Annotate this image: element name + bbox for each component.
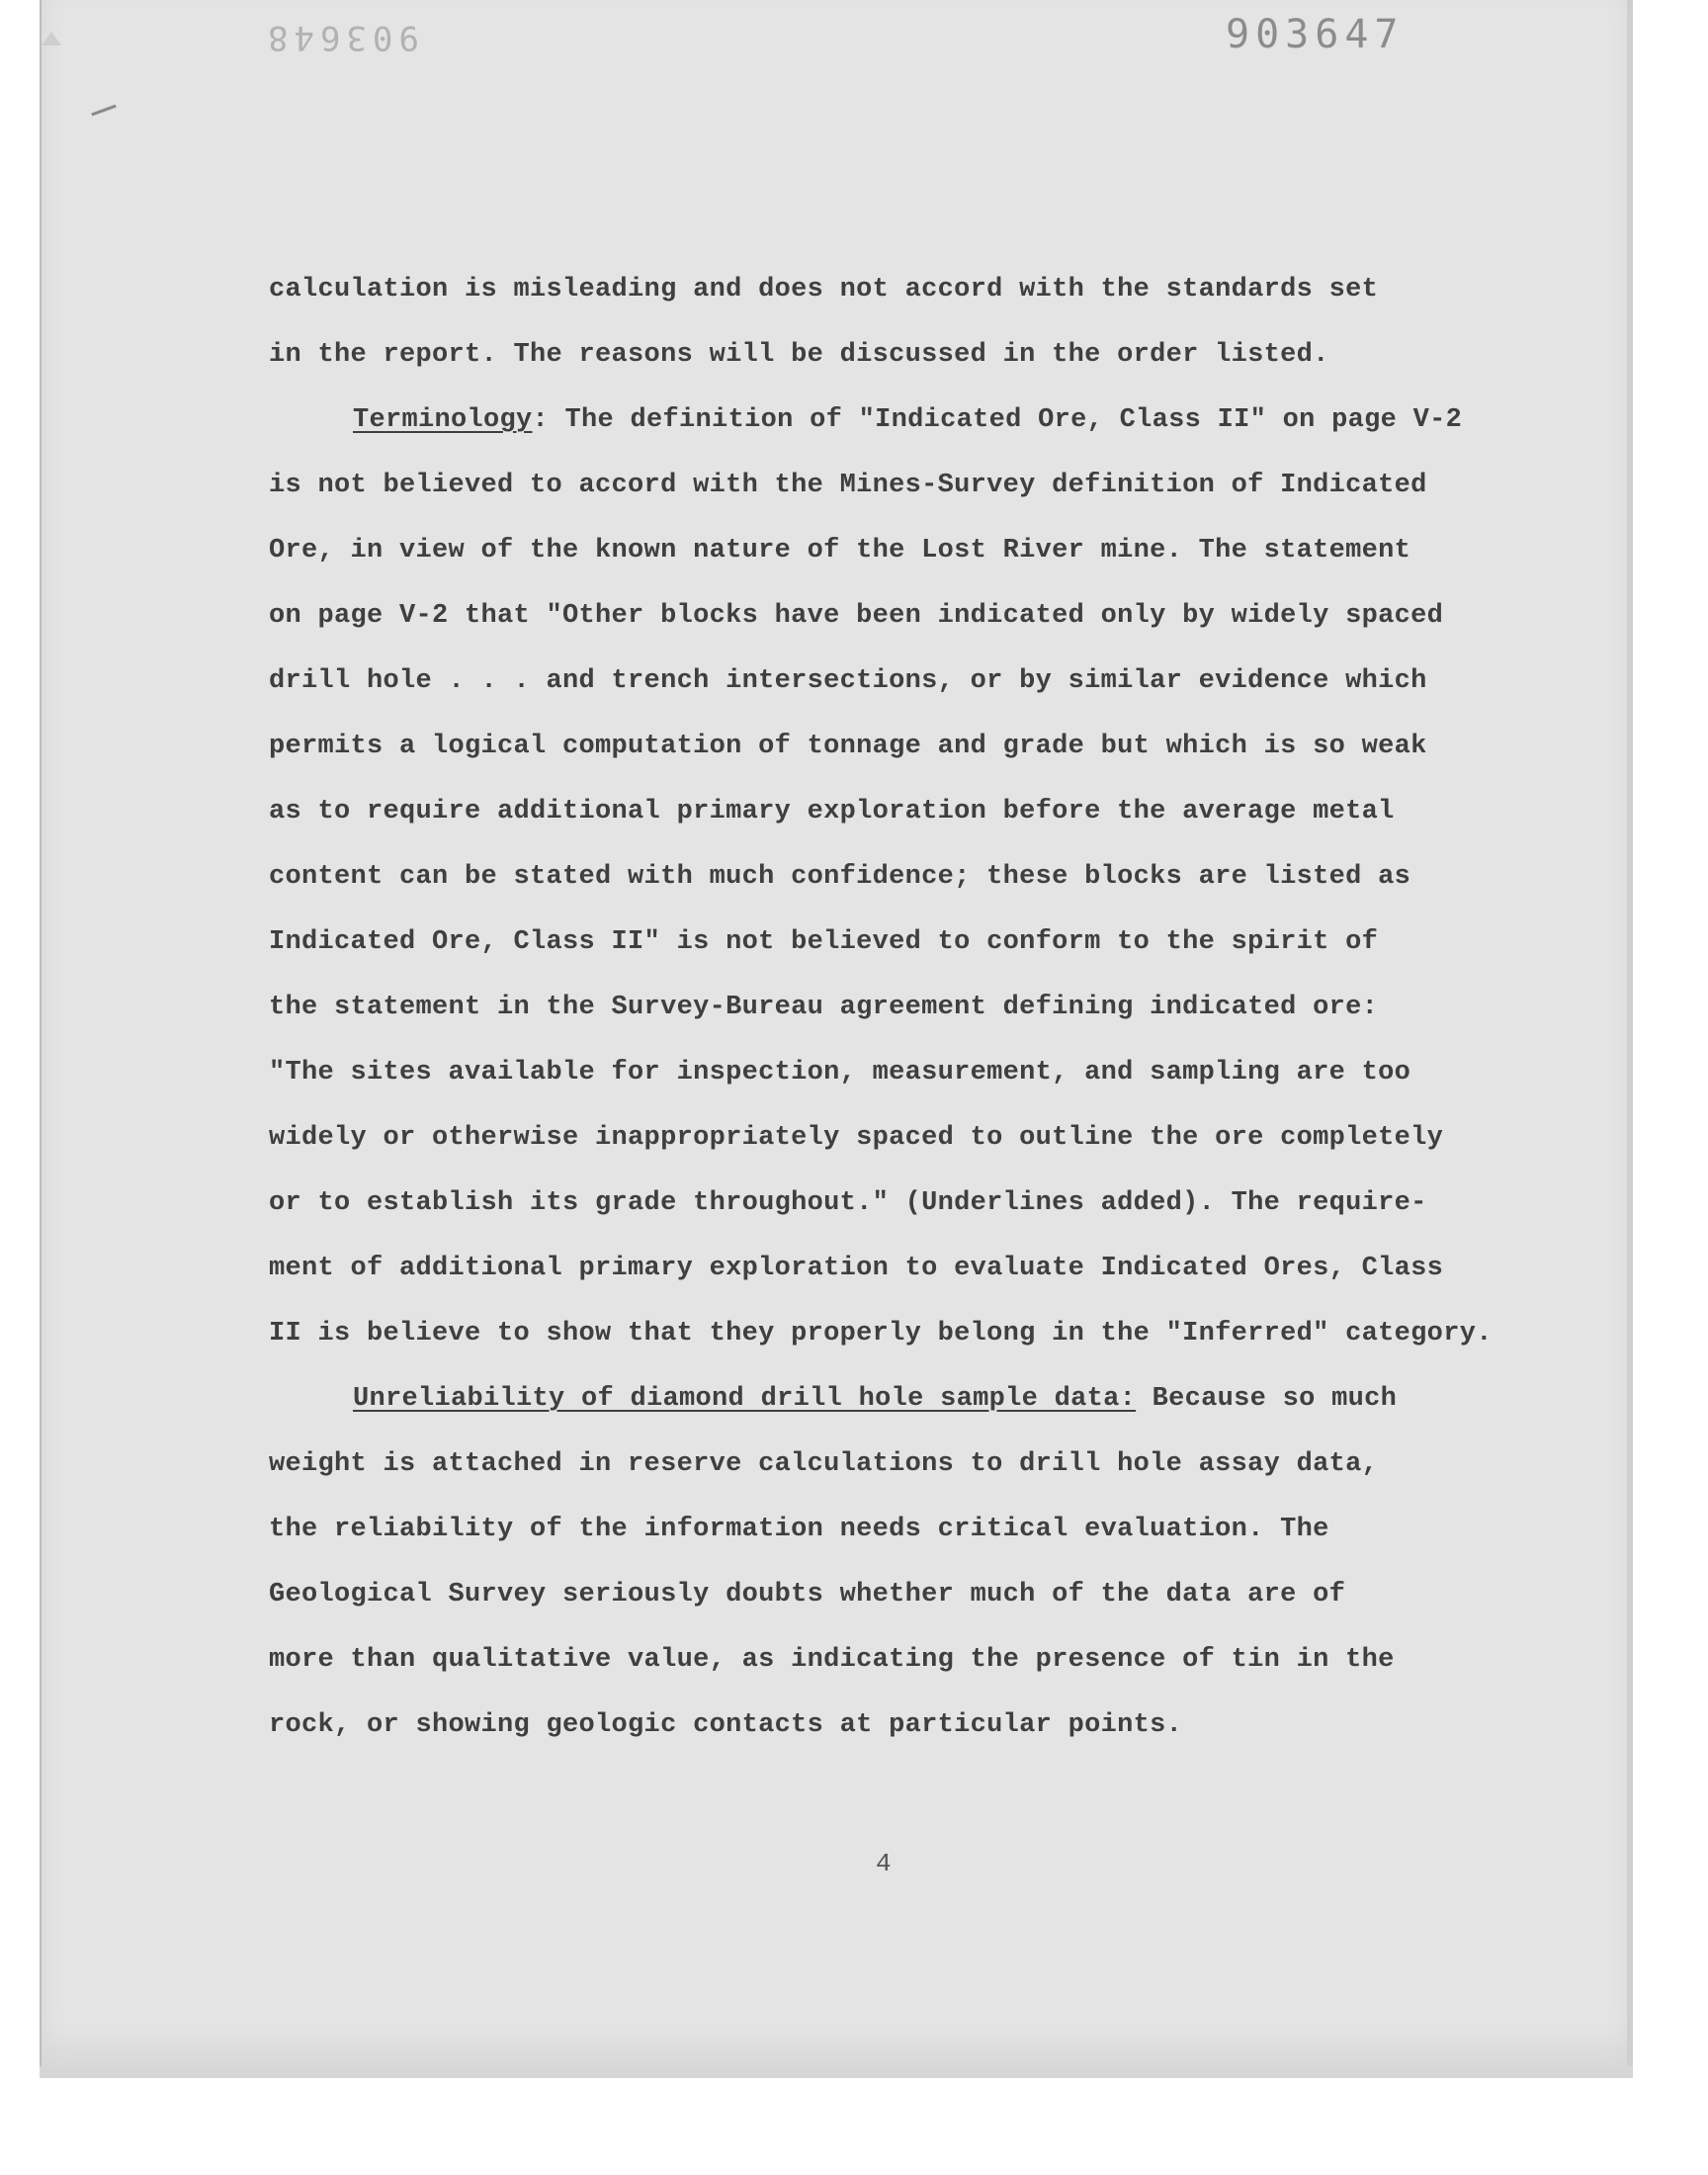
text-line: rock, or showing geologic contacts at particular points.	[269, 1710, 1183, 1740]
text-span: Because so much	[1136, 1384, 1398, 1414]
document-number-stamp-left: 903648	[262, 18, 419, 57]
text-line: Geological Survey seriously doubts whether much of the data are of	[269, 1580, 1346, 1610]
section-heading-unreliability: Unreliability of diamond drill hole sample data:	[353, 1384, 1137, 1414]
text-line: Ore, in view of the known nature of the Lost River mine. The statement	[269, 536, 1411, 566]
text-line: weight is attached in reserve calculations to drill hole assay data,	[269, 1449, 1379, 1479]
text-line: the statement in the Survey-Bureau agreement defining indicated ore:	[269, 993, 1379, 1022]
paragraph-unreliability-first-line	[353, 1384, 1397, 1414]
text-line: calculation is misleading and does not accord with the standards set	[269, 275, 1379, 304]
text-line: drill hole . . . and trench intersections, or by similar evidence which	[269, 666, 1427, 696]
text-line: in the report. The reasons will be discussed in the order listed.	[269, 340, 1329, 370]
text-line: the reliability of the information needs critical evaluation. The	[269, 1515, 1329, 1544]
scanned-page	[40, 0, 1631, 2066]
text-line: is not believed to accord with the Mines-Survey definition of Indicated	[269, 471, 1427, 500]
text-line: more than qualitative value, as indicating the presence of tin in the	[269, 1645, 1395, 1675]
text-line: on page V-2 that "Other blocks have been indicated only by widely spaced	[269, 601, 1444, 631]
corner-mark-icon	[42, 32, 61, 45]
text-line: "The sites available for inspection, measurement, and sampling are too	[269, 1058, 1411, 1088]
text-line: as to require additional primary exploration before the average metal	[269, 797, 1395, 826]
text-line: Indicated Ore, Class II" is not believed to conform to the spirit of	[269, 927, 1379, 957]
page-edge	[1627, 0, 1633, 2066]
text-span: : The definition of "Indicated Ore, Class II" on page V-2	[532, 405, 1463, 435]
text-line: permits a logical computation of tonnage and grade but which is so weak	[269, 732, 1427, 761]
text-line: content can be stated with much confidence; these blocks are listed as	[269, 862, 1411, 892]
text-line: widely or otherwise inappropriately spaced to outline the ore completely	[269, 1123, 1444, 1153]
text-line: ment of additional primary exploration to evaluate Indicated Ores, Class	[269, 1254, 1444, 1283]
document-number-stamp-right: 903647	[1226, 12, 1405, 57]
page-number: 4	[876, 1849, 892, 1878]
page-bottom-edge	[40, 2066, 1633, 2078]
section-heading-terminology: Terminology	[353, 405, 533, 435]
text-line: II is believe to show that they properly belong in the "Inferred" category.	[269, 1319, 1493, 1348]
paragraph-terminology-first-line	[353, 405, 1462, 435]
text-line: or to establish its grade throughout." (Underlines added). The require-	[269, 1188, 1427, 1218]
